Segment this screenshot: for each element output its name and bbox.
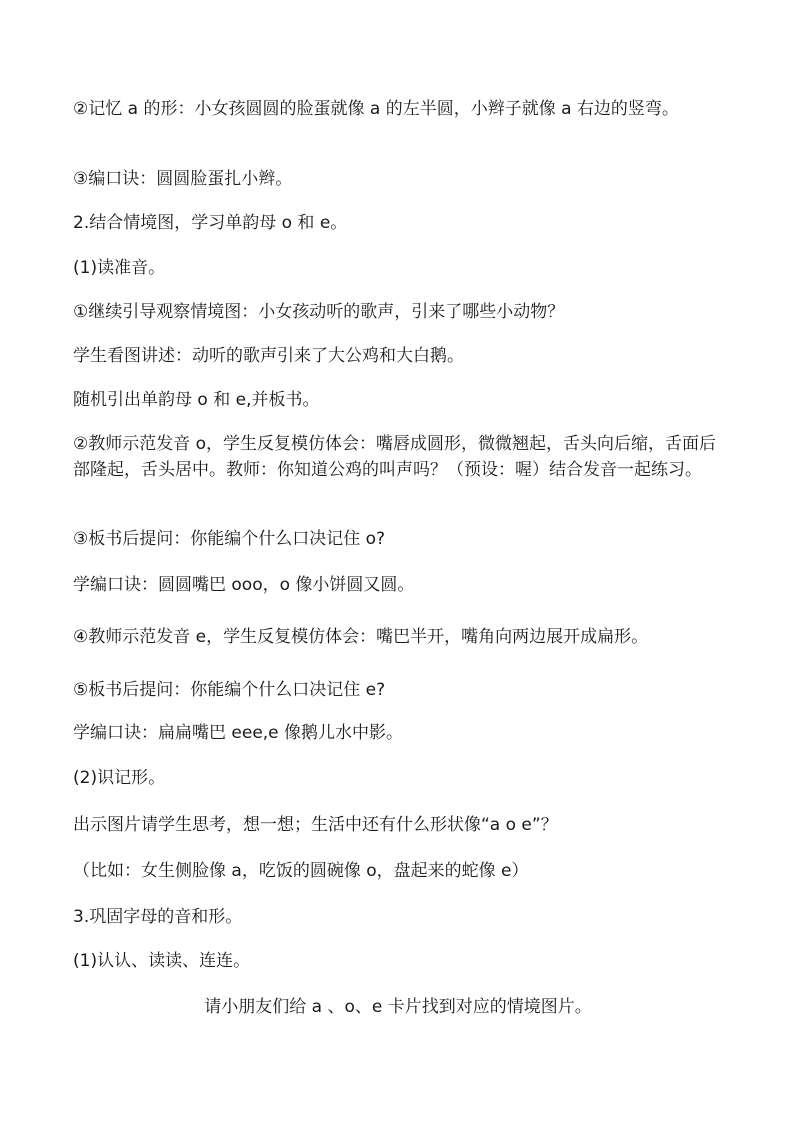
- paragraph-memorize-a: ②记忆 a 的形：小女孩圆圆的脸蛋就像 a 的左半圆，小辫子就像 a 右边的竖弯。: [73, 99, 679, 119]
- paragraph-student-describe: 学生看图讲述：动听的歌声引来了大公鸡和大白鹅。: [73, 346, 464, 366]
- paragraph-examples: （比如：女生侧脸像 a，吃饭的圆碗像 o，盘起来的蛇像 e）: [73, 861, 529, 881]
- subheading-read-sound: (1)读准音。: [73, 258, 166, 278]
- paragraph-mnemonic-o: 学编口诀：圆圆嘴巴 ooo，o 像小饼圆又圆。: [73, 575, 415, 595]
- paragraph-question-e: ⑤板书后提问：你能编个什么口决记住 e?: [73, 680, 386, 700]
- paragraph-mnemonic-a: ③编口诀：圆圆脸蛋扎小辫。: [73, 169, 293, 189]
- paragraph-question-o: ③板书后提问：你能编个什么口决记住 o?: [73, 529, 386, 549]
- paragraph-show-pictures: 出示图片请学生思考，想一想；生活中还有什么形状像“a o e”？: [73, 815, 558, 835]
- paragraph-observe-picture: ①继续引导观察情境图：小女孩动听的歌声，引来了哪些小动物？: [73, 302, 565, 322]
- paragraph-mnemonic-e: 学编口诀：扁扁嘴巴 eee,e 像鹅儿水中影。: [73, 723, 404, 743]
- section-heading-3: 3.巩固字母的音和形。: [73, 907, 243, 927]
- subheading-recognize-read-connect: (1)认认、读读、连连。: [73, 951, 251, 971]
- paragraph-card-matching: 请小朋友们给 a 、o、e 卡片找到对应的情境图片。: [204, 997, 592, 1017]
- paragraph-pronounce-o: ②教师示范发音 o，学生反复模仿体会：嘴唇成圆形，微微翘起，舌头向后缩，舌面后部隆起，舌头居中。教师：你知道公鸡的叫声吗？（预设：喔）结合发音一起练习。: [73, 434, 717, 480]
- paragraph-introduce-o-e: 随机引出单韵母 o 和 e,并板书。: [73, 390, 320, 410]
- paragraph-pronounce-e: ④教师示范发音 e，学生反复模仿体会：嘴巴半开，嘴角向两边展开成扁形。: [73, 627, 649, 647]
- section-heading-2: 2.结合情境图，学习单韵母 o 和 e。: [73, 213, 348, 233]
- subheading-recognize-shape: (2)识记形。: [73, 768, 166, 788]
